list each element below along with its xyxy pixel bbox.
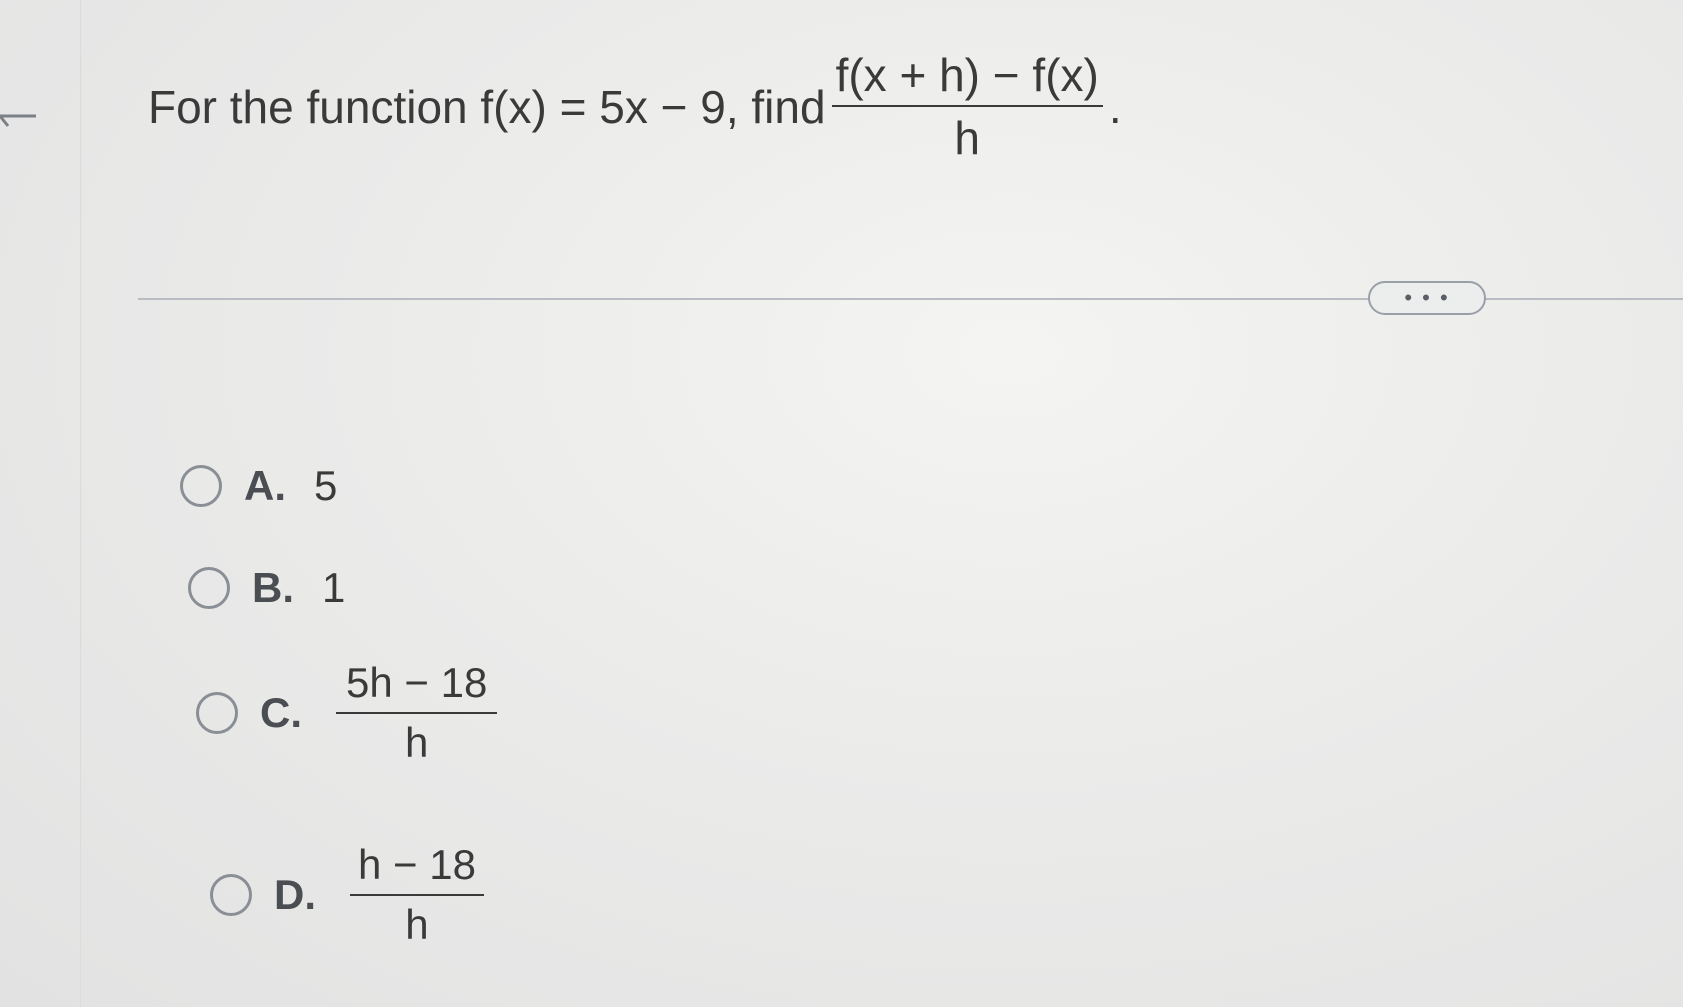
back-arrow-icon[interactable] xyxy=(0,96,40,136)
question-prefix: For the function f(x) = 5x − 9, find xyxy=(148,80,826,133)
question-text xyxy=(148,50,1122,163)
option-value-b: 1 xyxy=(322,564,346,611)
option-value-a: 5 xyxy=(314,462,338,509)
option-denominator-c: h xyxy=(404,719,429,767)
option-letter-d: D. xyxy=(274,871,316,919)
question-fraction xyxy=(832,50,1103,163)
radio-d[interactable] xyxy=(210,874,252,916)
answer-option-b[interactable] xyxy=(188,564,345,612)
radio-c[interactable] xyxy=(196,692,238,734)
question-suffix: . xyxy=(1108,80,1122,133)
option-fraction-d xyxy=(350,842,484,948)
radio-a[interactable] xyxy=(180,465,222,507)
answer-option-c[interactable] xyxy=(196,660,503,766)
option-letter-c: C. xyxy=(260,689,302,737)
answer-option-d[interactable] xyxy=(210,842,490,948)
option-numerator-c: 5h − 18 xyxy=(336,660,497,714)
more-options-button[interactable]: • • • xyxy=(1368,281,1486,315)
option-numerator-d: h − 18 xyxy=(350,842,484,896)
question-fraction-denominator: h xyxy=(954,111,980,164)
answer-option-a[interactable] xyxy=(180,462,337,510)
page-edge xyxy=(80,0,82,1007)
radio-b[interactable] xyxy=(188,567,230,609)
option-letter-a: A. xyxy=(244,462,286,509)
option-denominator-d: h xyxy=(405,901,429,949)
option-fraction-c xyxy=(336,660,497,766)
question-fraction-numerator: f(x + h) − f(x) xyxy=(832,50,1103,107)
option-letter-b: B. xyxy=(252,564,294,611)
